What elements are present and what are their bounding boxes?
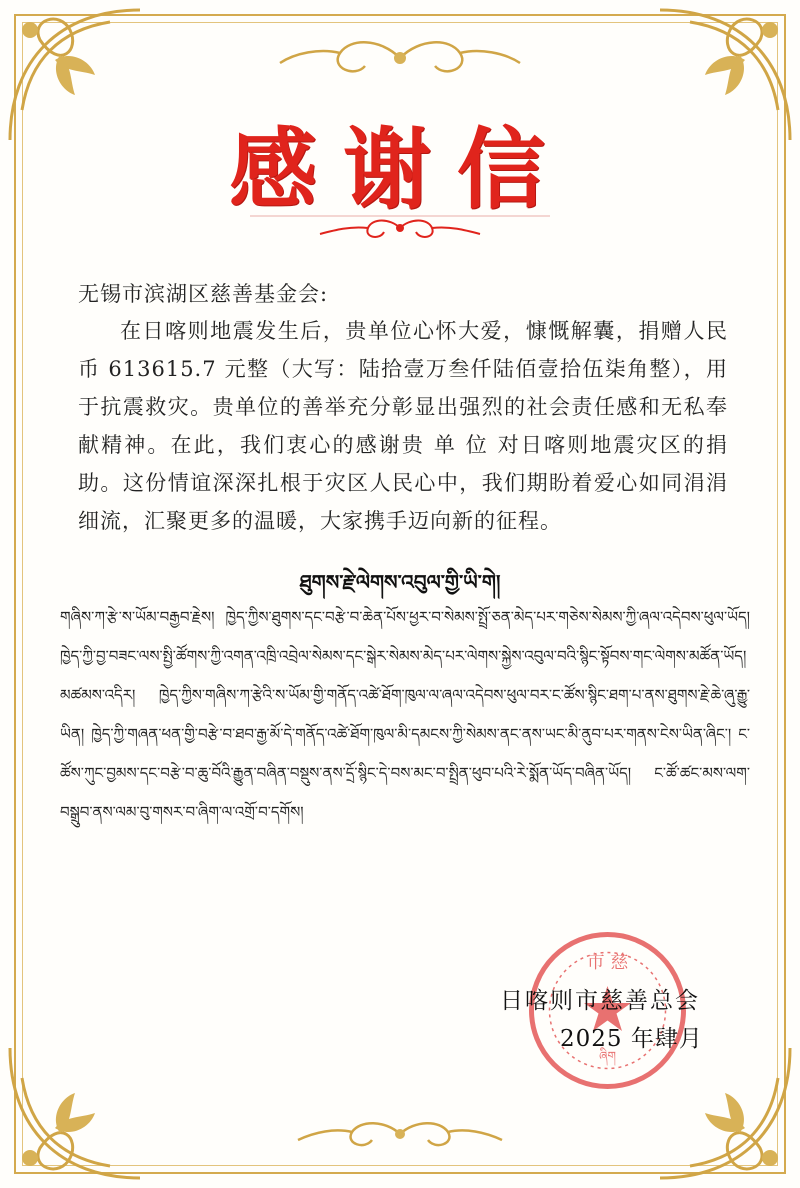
bottom-scroll-ornament-icon [290,1112,510,1156]
letter-title: 感谢信 [228,118,571,221]
svg-text:ཞིག: ཞིག [599,1049,616,1063]
signature-organization: 日喀则市慈善总会 [500,988,700,1014]
title-underline-ornament-icon [250,208,550,244]
tibetan-title: ཐུགས་རྗེ་ལེགས་འབུལ་གྱི་ཡི་གེ། [299,570,501,594]
letter-body: 在日喀则地震发生后，贵单位心怀大爱，慷慨解囊，捐赠人民币 613615.7 元整（大写：陆拾壹万叁仟陆佰壹拾伍柒角整），用于抗震救灾。贵单位的善举充分彰显出强烈的社会责任感和无私奉献精神。在此，我们衷心的感谢贵 单 位 对日喀则地震灾区的捐助。这份情谊深深扎根于灾区人民心中，我们期盼着爱心如同涓涓细流，汇聚更多的温暖，大家携手迈向新的征程。 [78,319,728,533]
signature-date: 2025 年肆月 [560,1026,703,1052]
tibetan-body: གཞིས་ཀ་རྩེ་ས་ཡོམ་བརྒྱབ་རྗེས། ཁྱེད་ཀྱིས་ཐུགས་དང་བརྩེ་བ་ཆེན་པོས་ཕྱར་བ་སེམས་སྤྲོ་ཅན་མེད་པར་གཅེས་སེམས་ཀྱི་ཞལ་འདེབས་ཕུལ་ཡོད། ཁྱེད་ཀྱི་བྱ་བཟང་ལས་སྤྱི་ཚོགས་ཀྱི་འགན་འཁྲི་འབྲེལ་སེམས་དང་སྒེར་སེམས་མེད་པར་ལེགས་སྐྱེས་འབུལ་བའི་སྙིང་སྟོབས་གང་ལེགས་མཚོན་ཡོད། མཚམས་འདིར། ཁྱེད་ཀྱིས་གཞིས་ཀ་རྩེའི་ས་ཡོམ་གྱི་གནོད་འཚེ་ཐོག་ཁུལ་ལ་ཞལ་འདེབས་ཕུལ་བར་ང་ཚོས་སྙིང་ཐག་པ་ནས་ཐུགས་རྗེ་ཆེ་ཞུ་རྒྱུ་ཡིན། ཁྱེད་ཀྱི་གཞན་ཕན་གྱི་བརྩེ་བ་ཐབ་རྒྱ་མོ་དེ་གནོད་འཚེ་ཐོག་ཁུལ་མི་དམངས་ཀྱི་སེམས་ནང་ནས་ཡང་མི་ནུབ་པར་གནས་ངེས་ཡིན་ཞིང༌། ང་ཚོས་ཀུང་བྱམས་དང་བརྩེ་བ་ཆུ་བོའི་རྒྱུན་བཞིན་བསྡུས་ནས་དྲོ་སྙིང་དེ་བས་མང་བ་སྤྲིན་ཕུབ་པའི་རེ་སྨོན་ཡོད་བཞིན་ཡོད། ང་ཚོ་ཚང་མས་ལག་བསྒྲུབ་ནས་ལམ་བུ་གསར་བ་ཞིག་ལ་འགྲོ་བ་དགོས། [60,608,750,821]
corner-ornament-icon [0,1038,150,1188]
svg-text:市 慈: 市 慈 [586,952,629,973]
top-scroll-ornament-icon [270,28,530,88]
addressee: 无锡市滨湖区慈善基金会: [78,282,329,306]
